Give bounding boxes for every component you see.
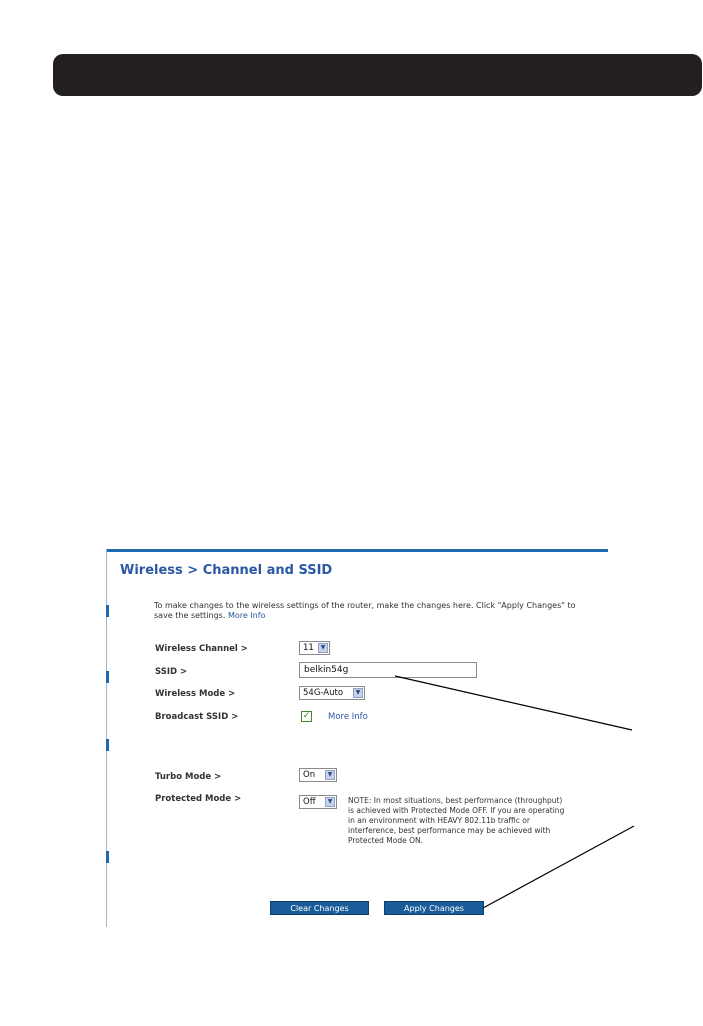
chevron-down-icon[interactable]: ▼ <box>325 770 335 780</box>
chevron-down-icon[interactable]: ▼ <box>353 688 363 698</box>
page-title: Wireless > Channel and SSID <box>120 563 333 578</box>
intro-sentence: To make changes to the wireless settings of the router, make the changes here. Click "Apply Changes" to save the settings. <box>154 601 576 620</box>
protected-mode-label: Protected Mode > <box>155 794 242 804</box>
wireless-channel-value: 11 <box>303 643 314 653</box>
wireless-mode-label: Wireless Mode > <box>155 689 236 699</box>
callout-line-ssid <box>395 676 632 730</box>
ssid-input[interactable]: belkin54g <box>299 662 477 678</box>
ssid-label: SSID > <box>155 667 188 677</box>
broadcast-ssid-label: Broadcast SSID > <box>155 712 239 722</box>
broadcast-more-info-link[interactable]: More Info <box>328 712 368 722</box>
apply-changes-button[interactable]: Apply Changes <box>384 901 484 915</box>
callout-line-apply <box>483 826 634 908</box>
wireless-channel-label: Wireless Channel > <box>155 644 248 654</box>
protected-mode-value: Off <box>303 797 316 807</box>
more-info-link[interactable]: More Info <box>227 611 266 620</box>
chevron-down-icon[interactable]: ▼ <box>318 643 328 653</box>
protected-mode-note: NOTE: In most situations, best performance (throughput) is achieved with Protected Mode OFF. If you are operating in an environment with HEAVY 802.11b traffic or interference, best performance may be achieved with Protected Mode ON. <box>348 796 565 845</box>
wireless-mode-value: 54G-Auto <box>303 688 344 698</box>
checkmark-icon: ✓ <box>302 711 311 721</box>
chevron-down-icon[interactable]: ▼ <box>325 797 335 807</box>
clear-changes-button[interactable]: Clear Changes <box>270 901 369 915</box>
turbo-mode-label: Turbo Mode > <box>155 772 222 782</box>
turbo-mode-value: On <box>303 770 316 780</box>
